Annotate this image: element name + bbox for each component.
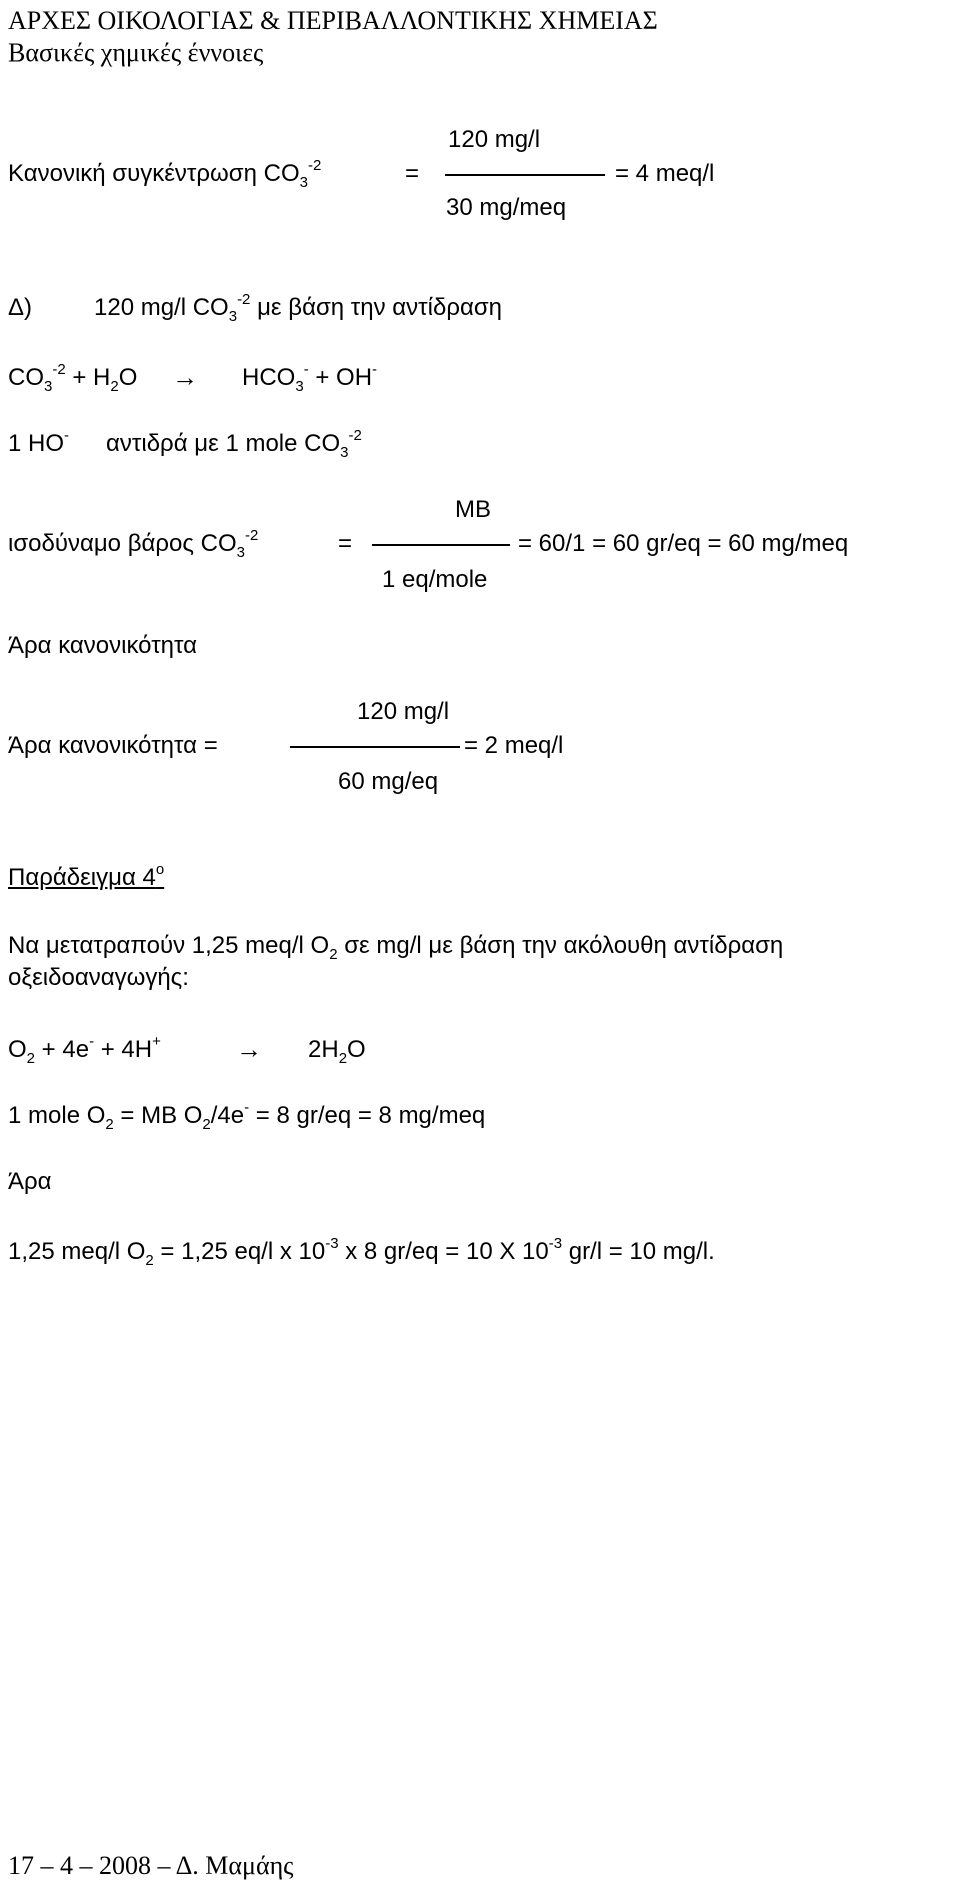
reaction1-products: $HCO_3^- + OH^-$	[242, 361, 378, 395]
eq1-equals: =	[405, 160, 420, 187]
reaction1-arrow-icon: →	[172, 362, 198, 392]
footer-date-author: 17 – 4 – 2008 – Δ. Μαμάης	[8, 1851, 294, 1880]
eq2-equals: =	[338, 530, 353, 557]
reaction2-arrow-icon: →	[236, 1034, 262, 1064]
eq2-fraction-bar	[372, 544, 510, 546]
ho-line-a: 1 HO-	[8, 427, 70, 457]
task-line-1: Να μετατραπούν 1,25 meq/l $O_2$ σε mg/l με βάση την ακόλουθη αντίδραση	[8, 932, 784, 963]
eq1-numerator: 120 mg/l	[448, 126, 541, 153]
eq3-fraction-bar	[290, 746, 460, 748]
eq1-denominator: 30 mg/meq	[446, 194, 567, 221]
eq2-numerator: MB	[455, 496, 491, 523]
section-d-marker: Δ)	[8, 294, 33, 321]
task-line-2: οξειδοαναγωγής:	[8, 964, 189, 991]
eq3-result: = 2 meq/l	[464, 732, 564, 759]
example-heading: Παράδειγμα $4^o$	[8, 861, 165, 891]
reaction1-reactants: $CO_3^{-2} + H_2O$	[8, 361, 138, 395]
eq3-denominator: 60 mg/eq	[338, 768, 439, 795]
eq1-result: = 4 meq/l	[615, 160, 715, 187]
eq3-numerator: 120 mg/l	[357, 698, 450, 725]
eq3-label: Άρα κανονικότητα =	[8, 732, 218, 759]
eq2-label: ισοδύναμο βάρος $CO_3^{-2}$	[8, 527, 259, 561]
eq2-result: = 60/1 = 60 gr/eq = 60 mg/meq	[518, 530, 849, 557]
final-calculation: 1,25 meq/l $O_2 = 1,25$ eq/l x $10^{-3}$ x 8 gr/eq = 10 X $10^{-3}$ gr/l = 10 mg/l.	[8, 1235, 715, 1269]
ara-line: Άρα	[8, 1168, 52, 1195]
reaction2-products: $2H_2O$	[308, 1036, 366, 1067]
reaction2-reactants: $O_2 + 4e^- + 4H^+$	[8, 1033, 161, 1067]
document-subtitle: Βασικές χημικές έννοιες	[8, 38, 264, 67]
eq1-label: Κανονική συγκέντρωση $CO_3^{-2}$	[8, 157, 322, 191]
mole-line: 1 mole $O_2$ = MB $O_2/4e^- = 8$ gr/eq = 8 mg/meq	[8, 1099, 486, 1133]
ho-line-b: αντιδρά με 1 mole $CO_3^{-2}$	[106, 427, 362, 461]
eq2-denominator: 1 eq/mole	[382, 566, 488, 593]
section-d-text: 120 mg/l $CO_3^{-2}$ με βάση την αντίδραση	[94, 291, 503, 325]
eq1-fraction-bar	[445, 174, 605, 176]
document-title: ΑΡΧΕΣ ΟΙΚΟΛΟΓΙΑΣ & ΠΕΡΙΒΑΛΛΟΝΤΙΚΗΣ ΧΗΜΕΙΑΣ	[8, 6, 658, 35]
ara-normality-line: Άρα κανονικότητα	[8, 632, 198, 659]
